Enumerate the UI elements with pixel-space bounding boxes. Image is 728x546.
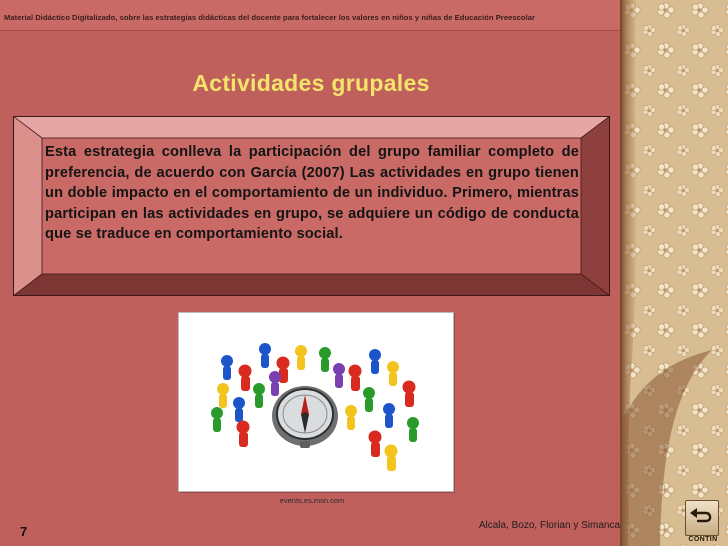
continue-label: CONTIN xyxy=(688,536,718,543)
page-number: 7 xyxy=(20,524,28,539)
return-arrow-icon xyxy=(686,501,718,535)
photo-credit: events.es.msn.com xyxy=(279,496,345,505)
header-text: Material Didáctico Digitalizado, sobre las estrategias didácticas del docente para fortalecer los valores en niños y niñas de Educación Preescolar xyxy=(4,13,536,22)
body-text: Esta estrategia conlleva la participación del grupo familiar completo de preferencia, de acuerdo con García (2007) Las actividades en grupo tienen un doble impacto en el comportamiento de un individuo. Primero, mientras participan en las actividades en grupo, se adquiere un código de conducta que se traduce en comportamiento social. xyxy=(45,144,579,243)
authors-footer: Alcala, Bozo, Florian y Simanca xyxy=(478,520,620,531)
slide-title: Actividades grupales xyxy=(192,70,430,96)
decorative-side-panel xyxy=(622,0,728,546)
photo xyxy=(178,312,454,492)
header-strip xyxy=(0,0,622,31)
flower-pattern xyxy=(622,0,728,546)
continue-button[interactable] xyxy=(685,500,719,536)
text-panel xyxy=(13,116,610,296)
compass-pawns-illustration xyxy=(179,313,453,491)
